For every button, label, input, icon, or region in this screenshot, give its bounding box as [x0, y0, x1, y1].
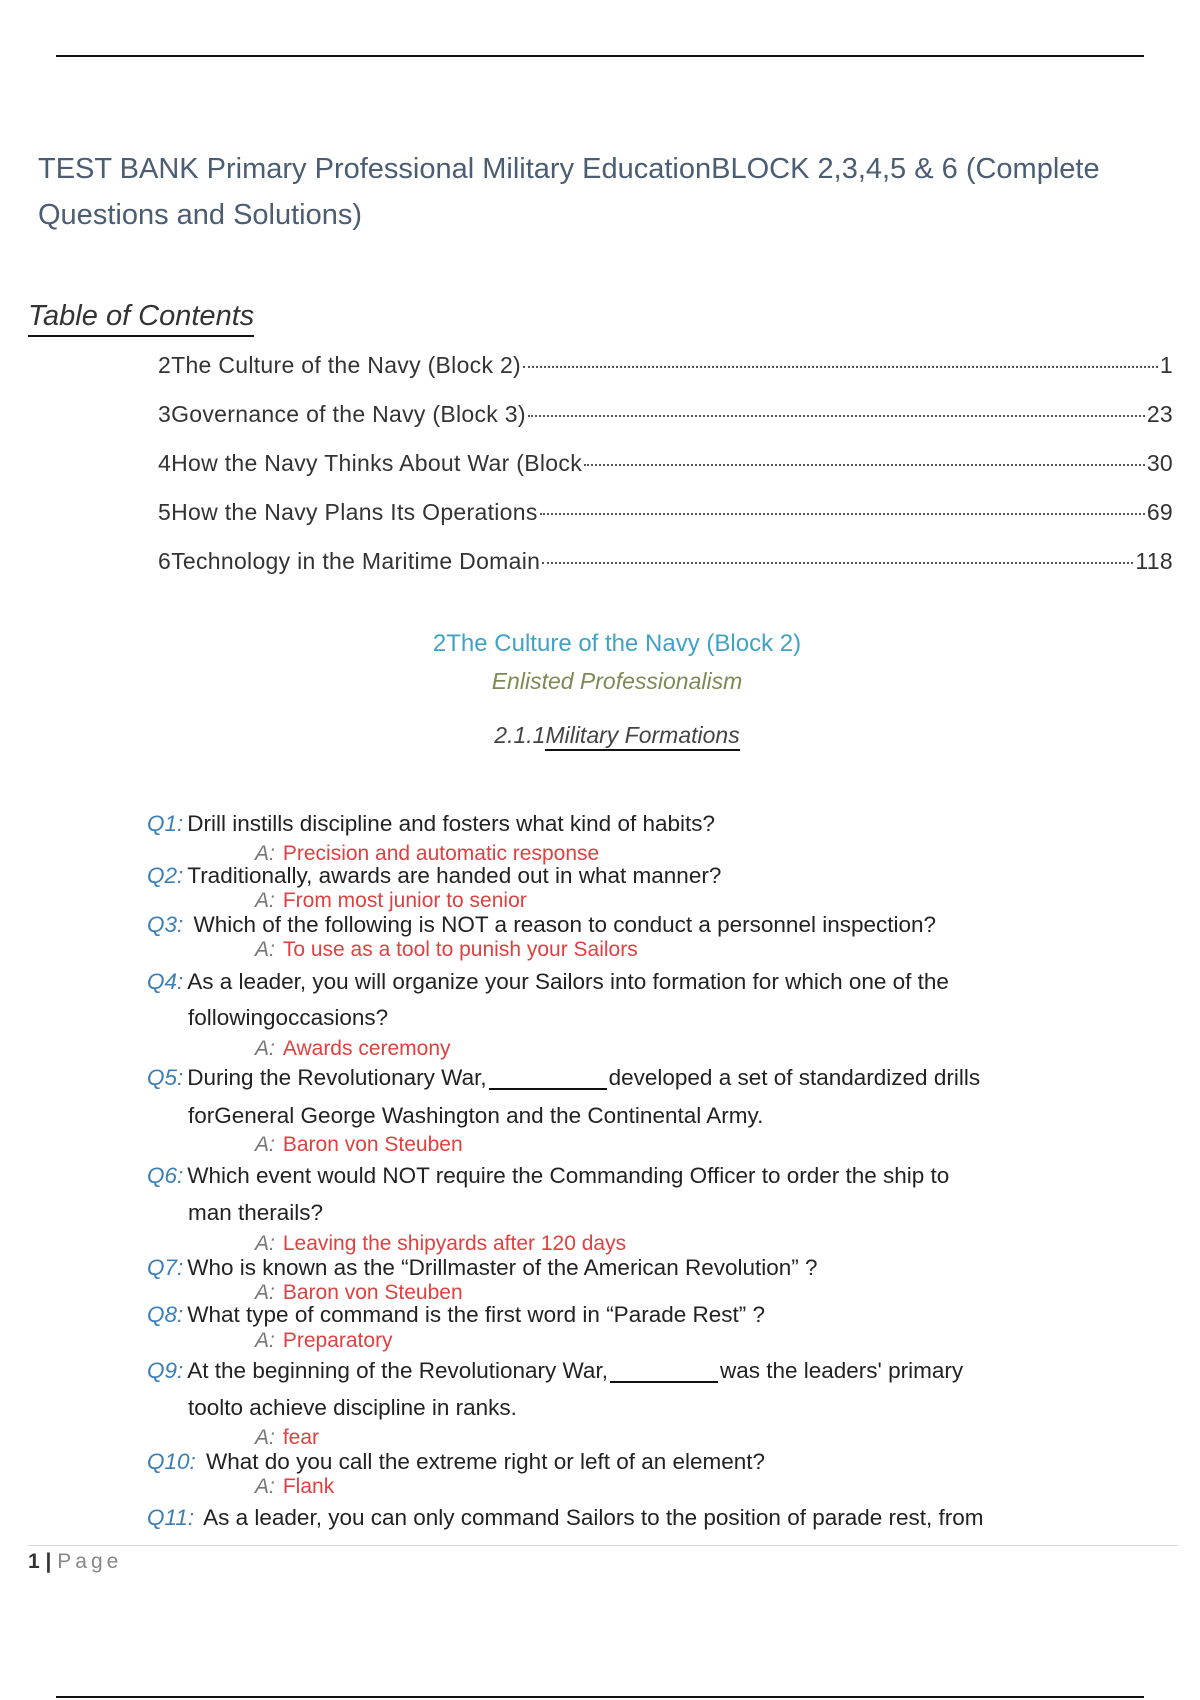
question-number: Q10:	[147, 1449, 196, 1474]
question-number: Q7:	[147, 1255, 184, 1280]
toc-entry[interactable]	[158, 499, 1173, 548]
page-number: 1	[28, 1550, 40, 1573]
answer	[255, 1427, 319, 1449]
toc-entry-page: 118	[1135, 548, 1173, 574]
question-number: Q11:	[147, 1505, 195, 1530]
question-text: Who is known as the “Drillmaster of the American Revolution” ?	[187, 1255, 818, 1280]
answer-text: Awards ceremony	[282, 1037, 451, 1060]
section-heading	[0, 722, 1200, 749]
question-text: was the leaders' primary	[719, 1358, 964, 1383]
toc-leader-dots	[523, 366, 1158, 368]
toc-entry[interactable]	[158, 401, 1173, 450]
page-word: Page	[57, 1550, 123, 1573]
toc-entry-label: 4How the Navy Thinks About War (Block	[158, 450, 582, 476]
question	[147, 1359, 963, 1383]
answer-text: To use as a tool to punish your Sailors	[282, 938, 638, 961]
question-number: Q4:	[147, 969, 184, 994]
toc-leader-dots	[584, 464, 1145, 466]
footer-rule	[28, 1545, 1178, 1546]
toc-entry-label: 6Technology in the Maritime Domain	[158, 548, 541, 574]
answer	[255, 843, 599, 865]
toc-leader-dots	[542, 562, 1133, 564]
answer-text: Preparatory	[282, 1329, 393, 1352]
question-text: What type of command is the first word in “Parade Rest” ?	[187, 1302, 766, 1327]
page-footer	[28, 1550, 122, 1574]
answer	[255, 890, 527, 912]
toc-entry-page: 30	[1146, 450, 1173, 476]
top-rule	[56, 55, 1144, 57]
bottom-rule	[56, 1696, 1144, 1698]
answer-text: Baron von Steuben	[282, 1281, 463, 1304]
toc-entry-page: 1	[1159, 352, 1173, 378]
question-number: Q8:	[147, 1302, 184, 1327]
question	[147, 970, 949, 994]
answer-label: A:	[255, 1281, 275, 1304]
question-number: Q6:	[147, 1163, 184, 1188]
toc-entry-page: 69	[1146, 499, 1173, 525]
section-subtitle: Enlisted Professionalism	[491, 668, 743, 694]
answer-text: From most junior to senior	[282, 889, 527, 912]
question-text: At the beginning of the Revolutionary War,	[187, 1358, 608, 1383]
question-number: Q5:	[147, 1065, 184, 1090]
fill-in-blank	[489, 1066, 607, 1090]
answer	[255, 1282, 463, 1304]
question-text: Drill instills discipline and fosters what kind of habits?	[187, 811, 716, 836]
section-block-title: 2The Culture of the Navy (Block 2)	[432, 630, 802, 657]
question-text: developed a set of standardized drills	[608, 1065, 981, 1090]
question	[147, 1164, 949, 1188]
question-text: Which of the following is NOT a reason to conduct a personnel inspection?	[187, 912, 937, 937]
answer-label: A:	[255, 1037, 275, 1060]
question	[147, 1450, 765, 1474]
toc-leader-dots	[540, 513, 1145, 515]
question-number: Q9:	[147, 1358, 184, 1383]
answer	[255, 1038, 451, 1060]
answer-label: A:	[255, 1426, 275, 1449]
question	[147, 1066, 980, 1090]
question	[147, 1303, 765, 1327]
toc-entry-label: 2The Culture of the Navy (Block 2)	[158, 352, 522, 378]
answer	[255, 1476, 334, 1498]
question	[147, 1506, 984, 1530]
answer-text: Baron von Steuben	[282, 1133, 463, 1156]
question-text-continued: forGeneral George Washington and the Continental Army.	[188, 1103, 764, 1128]
question-text-continued: followingoccasions?	[188, 1005, 389, 1030]
toc-entry[interactable]	[158, 548, 1173, 597]
question-text: As a leader, you will organize your Sailors into formation for which one of the	[187, 969, 949, 994]
question-text-continued: toolto achieve discipline in ranks.	[188, 1395, 517, 1420]
section-name: Military Formations	[545, 722, 739, 751]
question-text: Which event would NOT require the Commanding Officer to order the ship to	[187, 1163, 950, 1188]
question-text: What do you call the extreme right or left of an element?	[199, 1449, 766, 1474]
question-text-continued: man therails?	[188, 1200, 324, 1225]
toc-entry-label: 3Governance of the Navy (Block 3)	[158, 401, 526, 427]
question	[147, 913, 936, 937]
question-number: Q2:	[147, 863, 184, 888]
table-of-contents	[158, 352, 1173, 597]
answer-text: fear	[282, 1426, 320, 1449]
question	[147, 812, 715, 836]
question-number: Q3:	[147, 912, 184, 937]
toc-entry[interactable]	[158, 352, 1173, 401]
toc-entry[interactable]	[158, 450, 1173, 499]
answer-text: Precision and automatic response	[282, 842, 600, 865]
question	[147, 1256, 818, 1280]
answer	[255, 1233, 626, 1255]
question-number: Q1:	[147, 811, 184, 836]
toc-entry-label: 5How the Navy Plans Its Operations	[158, 499, 538, 525]
answer	[255, 939, 638, 961]
section-number: 2.1.1	[494, 722, 546, 748]
question-text: As a leader, you can only command Sailors to the position of parade rest, from	[198, 1505, 984, 1530]
toc-leader-dots	[528, 415, 1145, 417]
fill-in-blank	[610, 1359, 718, 1383]
document-title: TEST BANK Primary Professional Military EducationBLOCK 2,3,4,5 & 6 (Complete Questions and Solutions)	[38, 153, 1100, 231]
footer-separator: |	[45, 1550, 52, 1573]
toc-entry-page: 23	[1146, 401, 1173, 427]
answer-label: A:	[255, 1133, 275, 1156]
question-text: During the Revolutionary War,	[187, 1065, 487, 1090]
answer-label: A:	[255, 1329, 275, 1352]
answer-label: A:	[255, 1475, 275, 1498]
answer-label: A:	[255, 842, 275, 865]
answer-label: A:	[255, 889, 275, 912]
toc-heading: Table of Contents	[28, 300, 254, 337]
answer	[255, 1330, 393, 1352]
question	[147, 864, 721, 888]
answer-text: Leaving the shipyards after 120 days	[282, 1232, 627, 1255]
answer-label: A:	[255, 1232, 275, 1255]
answer-label: A:	[255, 938, 275, 961]
question-text: Traditionally, awards are handed out in what manner?	[187, 863, 722, 888]
answer-text: Flank	[282, 1475, 335, 1498]
answer	[255, 1134, 463, 1156]
